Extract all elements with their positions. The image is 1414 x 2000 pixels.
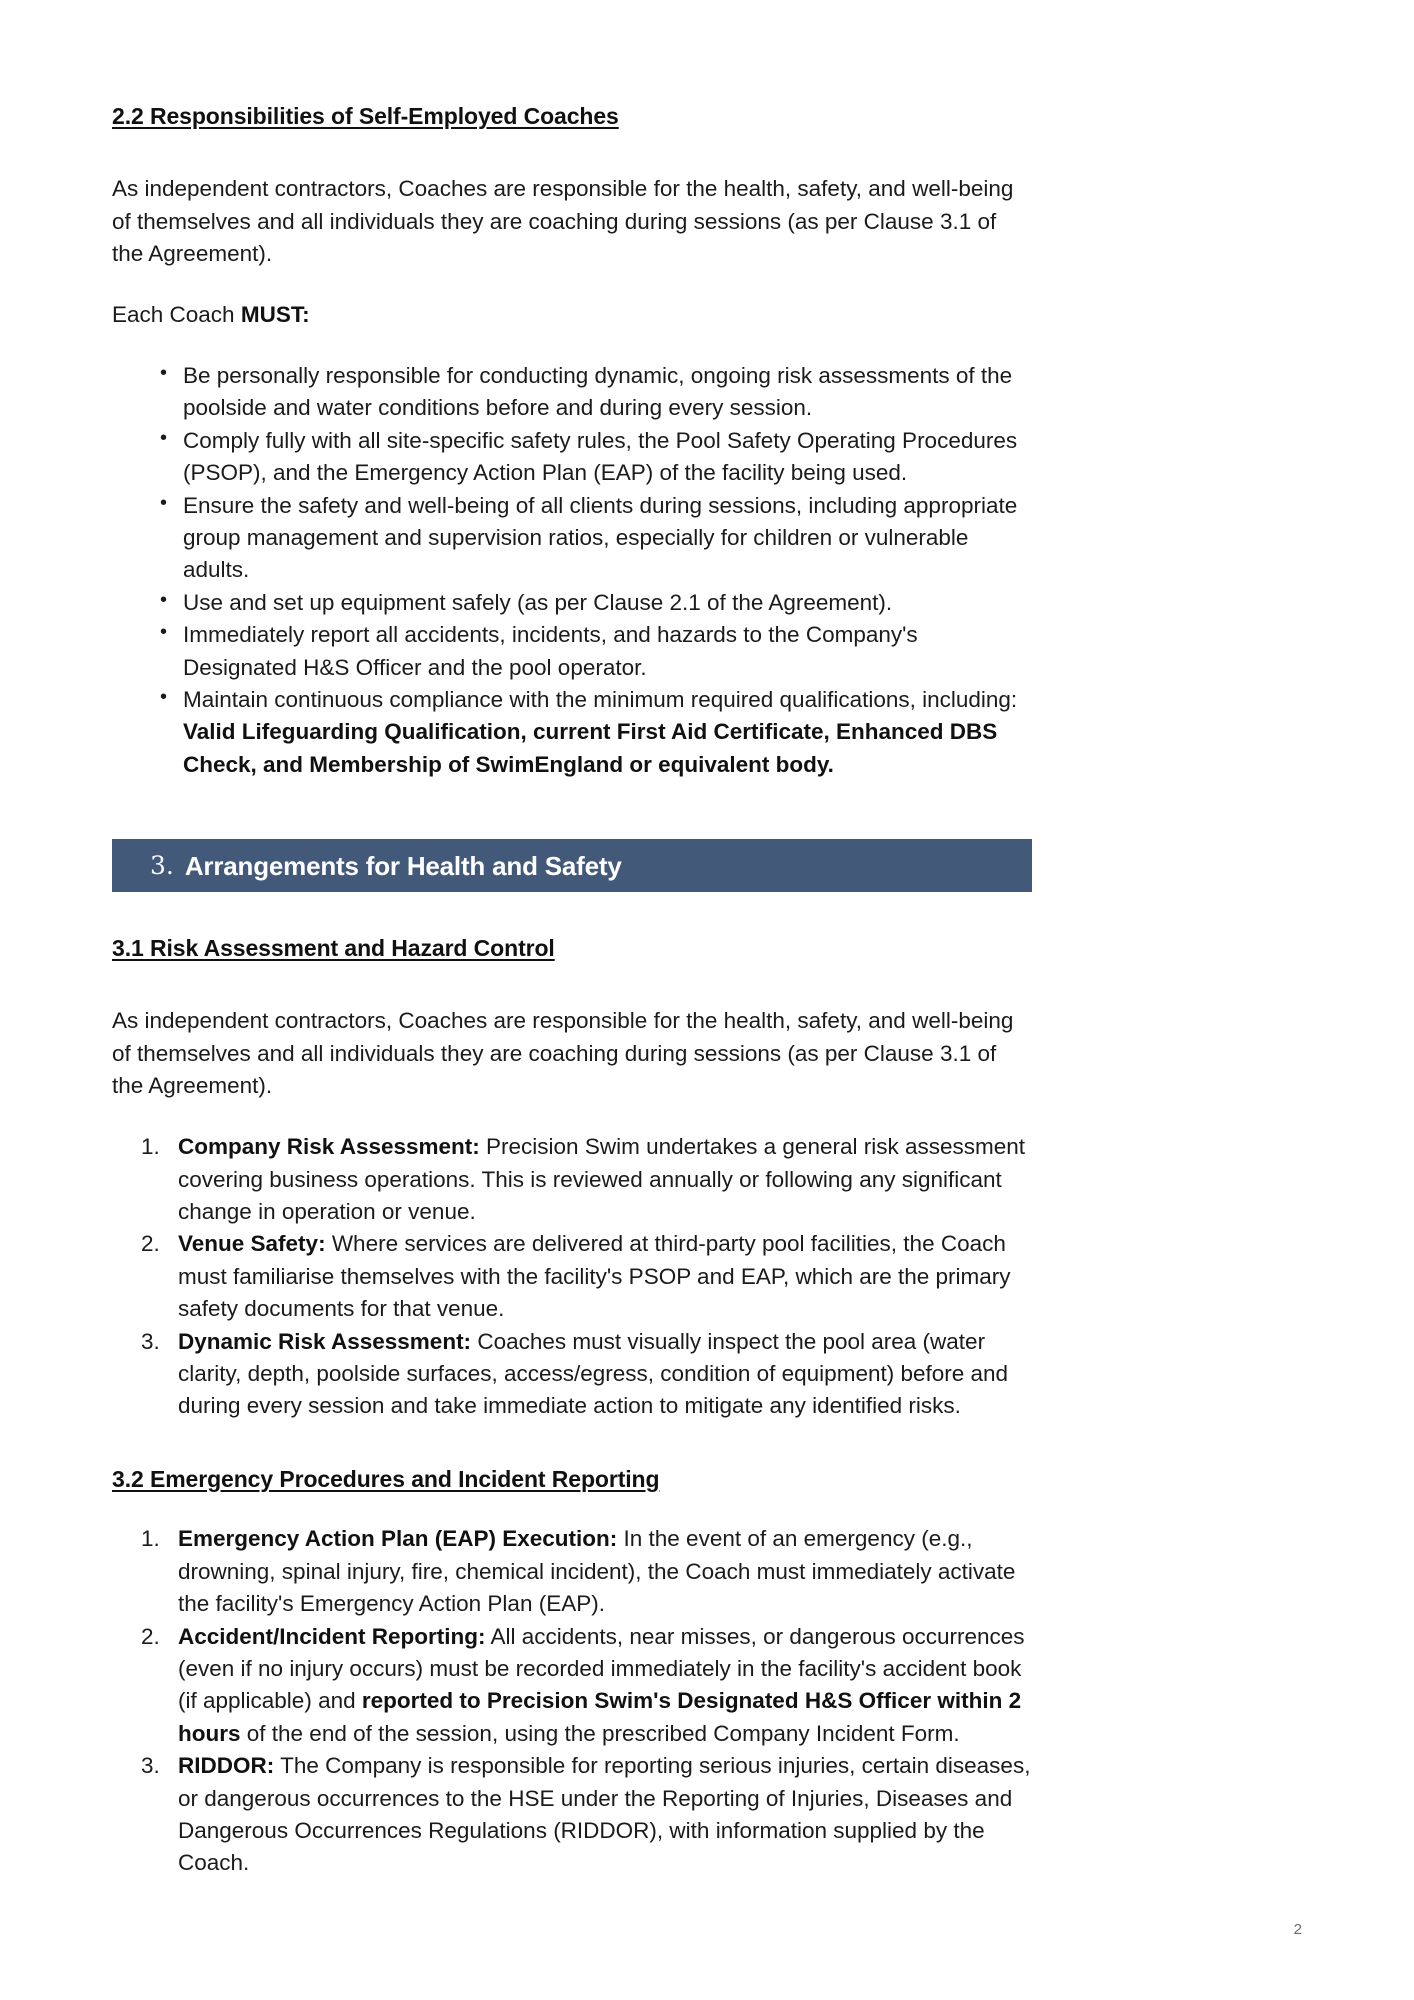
list-item bbox=[152, 360, 1032, 425]
section-banner-3 bbox=[112, 839, 1032, 892]
list-item bbox=[137, 1228, 1032, 1325]
document-body bbox=[112, 100, 1032, 1880]
paragraph-each-coach-must bbox=[112, 299, 1032, 332]
spacer bbox=[112, 1495, 1032, 1523]
paragraph-section-3-1: As independent contractors, Coaches are responsible for the health, safety, and well-being of themselves and all individuals they are coaching during sessions (as per Clause 3.1 of the Agreement). bbox=[112, 1007, 1014, 1099]
list-item-label: Emergency Action Plan (EAP) Execution: bbox=[178, 1526, 618, 1552]
section-banner-title: Arrangements for Health and Safety bbox=[184, 850, 622, 881]
list-item-label: Accident/Incident Reporting: bbox=[178, 1623, 486, 1649]
list-item-text: In the event of an emergency (e.g., drowning, spinal injury, fire, chemical incident), the Coach must immediately activate the facility's Emergency Action Plan (EAP). bbox=[178, 1526, 1016, 1617]
list-item bbox=[152, 587, 1032, 619]
list-item bbox=[152, 490, 1032, 587]
list-item-text: Comply fully with all site-specific safety rules, the Pool Safety Operating Procedures (PSOP), and the Emergency Action Plan (EAP) of the facility being used. bbox=[183, 427, 1018, 486]
list-item bbox=[137, 1131, 1032, 1228]
list-item bbox=[137, 1621, 1032, 1751]
list-item-text-part-2: of the end of the session, using the prescribed Company Incident Form. bbox=[240, 1720, 960, 1746]
list-item bbox=[152, 684, 1032, 781]
spacer bbox=[112, 133, 1032, 173]
spacer bbox=[112, 965, 1032, 1005]
paragraph-section-2-2-intro: As independent contractors, Coaches are responsible for the health, safety, and well-being of themselves and all individuals they are coaching during sessions (as per Clause 3.1 of the Agreement). bbox=[112, 175, 1014, 267]
list-item-text: Be personally responsible for conducting dynamic, ongoing risk assessments of the poolside and water conditions before and during every session. bbox=[183, 363, 1013, 421]
list-item bbox=[152, 619, 1032, 684]
list-item-text: The Company is responsible for reporting serious injuries, certain diseases, or dangerous occurrences to the HSE under the Reporting of Injuries, Diseases and Dangerous Occurrences Regulations (RIDDOR), with information supplied by the Coach. bbox=[178, 1753, 1031, 1876]
list-item-text-part-1: All accidents, near misses, or dangerous occurrences (even if no injury occurs) must be recorded immediately in the facility's accident book (if applicable) and bbox=[178, 1623, 1025, 1714]
list-item bbox=[137, 1750, 1032, 1880]
list-item-label: Company Risk Assessment: bbox=[178, 1134, 480, 1160]
spacer bbox=[112, 332, 1032, 360]
list-item-label: RIDDOR: bbox=[178, 1753, 275, 1779]
list-emergency-procedures bbox=[112, 1523, 1032, 1879]
list-item bbox=[137, 1326, 1032, 1423]
list-risk-assessment bbox=[112, 1131, 1032, 1423]
spacer bbox=[112, 1103, 1032, 1131]
lead-in-bold: MUST: bbox=[240, 302, 310, 328]
list-item-label: Venue Safety: bbox=[178, 1231, 326, 1257]
list-item-text: Precision Swim undertakes a general risk assessment covering business operations. This is reviewed annually or following any significant change in operation or venue. bbox=[178, 1134, 1026, 1225]
spacer bbox=[112, 781, 1032, 839]
list-item-text: Where services are delivered at third-party pool facilities, the Coach must familiarise themselves with the facility's PSOP and EAP, which are the primary safety documents for that venue. bbox=[178, 1231, 1011, 1322]
list-item-bold-tail: Valid Lifeguarding Qualification, current First Aid Certificate, Enhanced DBS Check, and Membership of SwimEngland or equivalent body. bbox=[183, 719, 998, 777]
list-item bbox=[137, 1523, 1032, 1620]
spacer bbox=[112, 892, 1032, 932]
section-banner-number: 3. bbox=[150, 851, 174, 881]
list-item bbox=[152, 425, 1032, 490]
spacer bbox=[112, 271, 1032, 299]
list-item-label: Dynamic Risk Assessment: bbox=[178, 1328, 472, 1354]
list-responsibilities bbox=[112, 360, 1032, 781]
lead-in-prefix: Each Coach bbox=[112, 302, 241, 328]
list-item-text: Use and set up equipment safely (as per Clause 2.1 of the Agreement). bbox=[183, 589, 893, 615]
list-item-text: Immediately report all accidents, incidents, and hazards to the Company's Designated H&S Officer and the pool operator. bbox=[183, 622, 918, 680]
heading-section-2-2: 2.2 Responsibilities of Self-Employed Coaches bbox=[112, 103, 619, 129]
heading-section-3-1: 3.1 Risk Assessment and Hazard Control bbox=[112, 935, 555, 962]
list-item-text: Coaches must visually inspect the pool area (water clarity, depth, poolside surfaces, access/egress, condition of equipment) before and during every session and take immediate action to mitigate any identified risks. bbox=[178, 1328, 1009, 1419]
list-item-text: Maintain continuous compliance with the minimum required qualifications, including: bbox=[183, 686, 1018, 712]
list-item-text: Ensure the safety and well-being of all clients during sessions, including appropriate group management and supervision ratios, especially for children or vulnerable adults. bbox=[183, 492, 1018, 583]
list-item-bold-mid: reported to Precision Swim's Designated H&S Officer within 2 hours bbox=[178, 1688, 1022, 1746]
spacer bbox=[112, 1423, 1032, 1463]
page-number: 2 bbox=[1293, 1921, 1302, 1938]
heading-section-3-2: 3.2 Emergency Procedures and Incident Reporting bbox=[112, 1465, 660, 1492]
